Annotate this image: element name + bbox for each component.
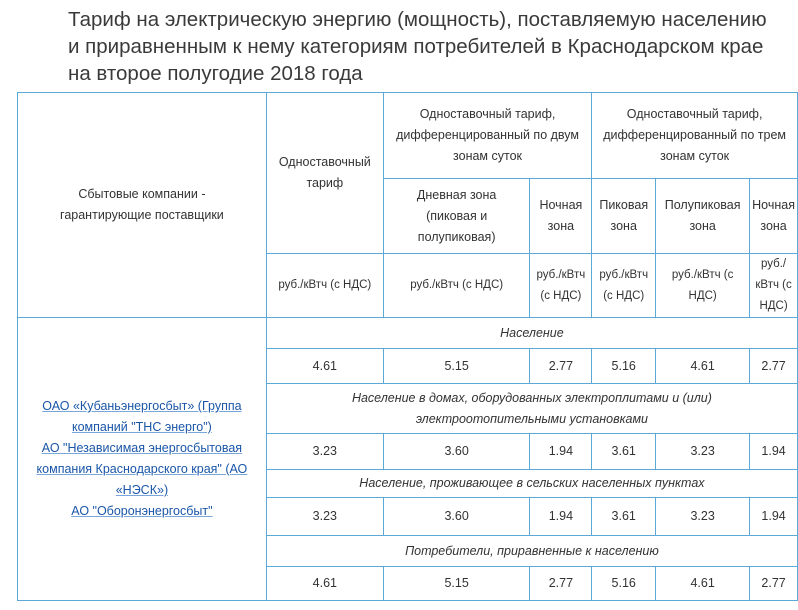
suppliers-header: Сбытовые компании - гарантирующие поставщики <box>18 93 267 318</box>
unit-cell: руб./кВтч (с НДС) <box>656 254 750 318</box>
value-cell: 3.61 <box>592 498 656 536</box>
companies-cell <box>18 318 267 601</box>
night-zone-header-b: Ночная зона <box>750 179 798 254</box>
page-title <box>68 6 788 87</box>
value-cell: 2.77 <box>750 567 798 601</box>
three-zone-header: Одноставочный тариф, дифференцированный по трем зонам суток <box>592 93 798 179</box>
unit-cell: руб./кВтч (с НДС) <box>592 254 656 318</box>
value-cell: 2.77 <box>530 349 592 384</box>
value-cell: 1.94 <box>530 498 592 536</box>
section-label: Население <box>266 318 797 349</box>
unit-cell: руб./кВтч (с НДС) <box>266 254 383 318</box>
tariff-table <box>17 92 798 601</box>
section-label: Население в домах, оборудованных электроплитами и (или) электроотопительными установками <box>266 384 797 434</box>
value-cell: 5.16 <box>592 349 656 384</box>
title-line-3: на второе полугодие 2018 года <box>68 62 363 85</box>
value-cell: 3.23 <box>266 434 383 470</box>
value-cell: 2.77 <box>750 349 798 384</box>
value-cell: 4.61 <box>266 567 383 601</box>
section-row <box>18 318 798 349</box>
value-cell: 3.23 <box>656 498 750 536</box>
unit-cell: руб./кВтч (с НДС) <box>383 254 530 318</box>
value-cell: 1.94 <box>750 434 798 470</box>
peak-zone-header: Пиковая зона <box>592 179 656 254</box>
company-link-nesk[interactable]: АО "Независимая энергосбытовая компания Краснодарского края" (АО «НЭСК») <box>36 441 248 497</box>
night-zone-header-a: Ночная зона <box>530 179 592 254</box>
unit-cell: руб./кВтч (с НДС) <box>530 254 592 318</box>
value-cell: 4.61 <box>656 567 750 601</box>
header-row-1 <box>18 93 798 179</box>
title-line-1: Тариф на электрическую энергию (мощность), поставляемую населению <box>68 8 767 31</box>
section-label: Потребители, приравненные к населению <box>266 536 797 567</box>
value-cell: 5.15 <box>383 567 530 601</box>
section-label: Население, проживающее в сельских населенных пунктах <box>266 470 797 498</box>
value-cell: 4.61 <box>266 349 383 384</box>
value-cell: 1.94 <box>530 434 592 470</box>
value-cell: 5.16 <box>592 567 656 601</box>
unit-cell: руб./ кВтч (с НДС) <box>750 254 798 318</box>
value-cell: 3.60 <box>383 434 530 470</box>
value-cell: 2.77 <box>530 567 592 601</box>
day-zone-header: Дневная зона (пиковая и полупиковая) <box>383 179 530 254</box>
value-cell: 4.61 <box>656 349 750 384</box>
title-line-2: и приравненным к нему категориям потребителей в Краснодарском крае <box>68 35 764 58</box>
value-cell: 3.61 <box>592 434 656 470</box>
company-link-kubanenergosbyt[interactable]: ОАО «Кубаньэнергосбыт» (Группа компаний "ТНС энерго") <box>42 399 242 434</box>
value-cell: 5.15 <box>383 349 530 384</box>
company-link-oboronenergosbyt[interactable]: АО "Оборонэнергосбыт" <box>71 504 213 518</box>
two-zone-header: Одноставочный тариф, дифференцированный по двум зонам суток <box>383 93 591 179</box>
value-cell: 1.94 <box>750 498 798 536</box>
value-cell: 3.23 <box>266 498 383 536</box>
value-cell: 3.60 <box>383 498 530 536</box>
value-cell: 3.23 <box>656 434 750 470</box>
single-rate-header: Одноставочный тариф <box>266 93 383 254</box>
half-peak-zone-header: Полупиковая зона <box>656 179 750 254</box>
